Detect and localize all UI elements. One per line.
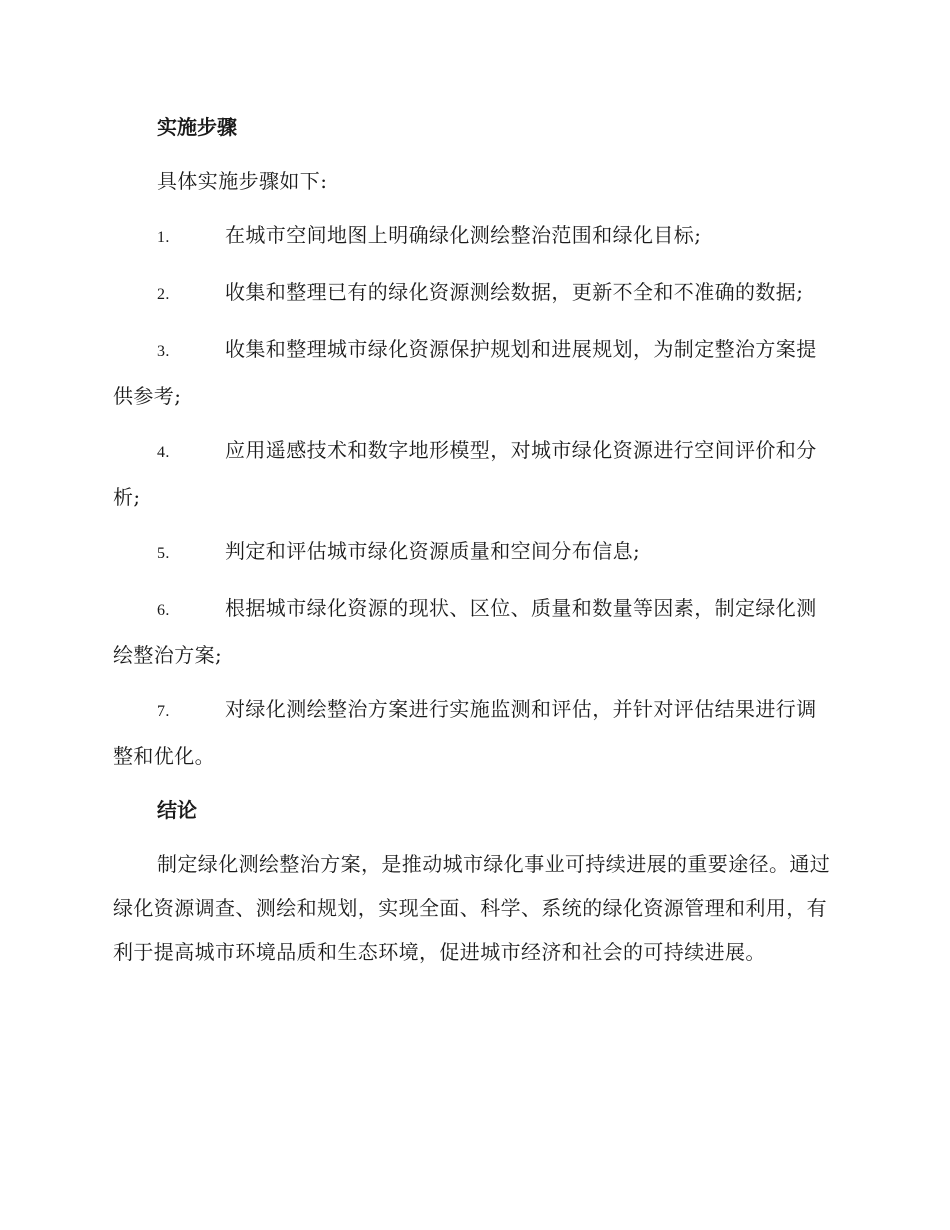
step-item — [113, 586, 835, 677]
conclusion-heading: 结论 — [157, 798, 197, 822]
step-number: 1. — [157, 229, 170, 246]
steps-heading: 实施步骤 — [157, 115, 237, 139]
step-item — [113, 270, 835, 317]
conclusion-text: 制定绿化测绘整治方案，是推动城市绿化事业可持续进展的重要途径。通过绿化资源调查、测绘和规划，实现全面、科学、系统的绿化资源管理和利用，有利于提高城市环境品质和生态环境，促进城市经济和社会的可持续进展。 — [113, 852, 831, 964]
step-item — [113, 687, 835, 778]
step-number: 5. — [157, 545, 170, 562]
steps-list — [113, 213, 835, 778]
step-number: 7. — [157, 703, 170, 720]
step-item — [113, 213, 835, 260]
document-content — [113, 105, 835, 984]
step-number: 4. — [157, 444, 170, 461]
step-number: 6. — [157, 602, 170, 619]
step-text: 对绿化测绘整治方案进行实施监测和评估，并针对评估结果进行调整和优化。 — [113, 697, 817, 768]
step-text: 收集和整理城市绿化资源保护规划和进展规划，为制定整治方案提供参考; — [113, 337, 817, 408]
step-item — [113, 428, 835, 519]
step-text: 应用遥感技术和数字地形模型，对城市绿化资源进行空间评价和分析; — [113, 438, 817, 509]
step-item — [113, 327, 835, 418]
step-text: 根据城市绿化资源的现状、区位、质量和数量等因素，制定绿化测绘整治方案; — [113, 596, 817, 667]
steps-intro: 具体实施步骤如下: — [157, 169, 328, 193]
step-text: 收集和整理已有的绿化资源测绘数据，更新不全和不准确的数据; — [225, 280, 804, 304]
step-item — [113, 529, 835, 576]
step-number: 3. — [157, 343, 170, 360]
step-number: 2. — [157, 286, 170, 303]
step-text: 在城市空间地图上明确绿化测绘整治范围和绿化目标; — [225, 223, 702, 247]
step-text: 判定和评估城市绿化资源质量和空间分布信息; — [225, 539, 641, 563]
